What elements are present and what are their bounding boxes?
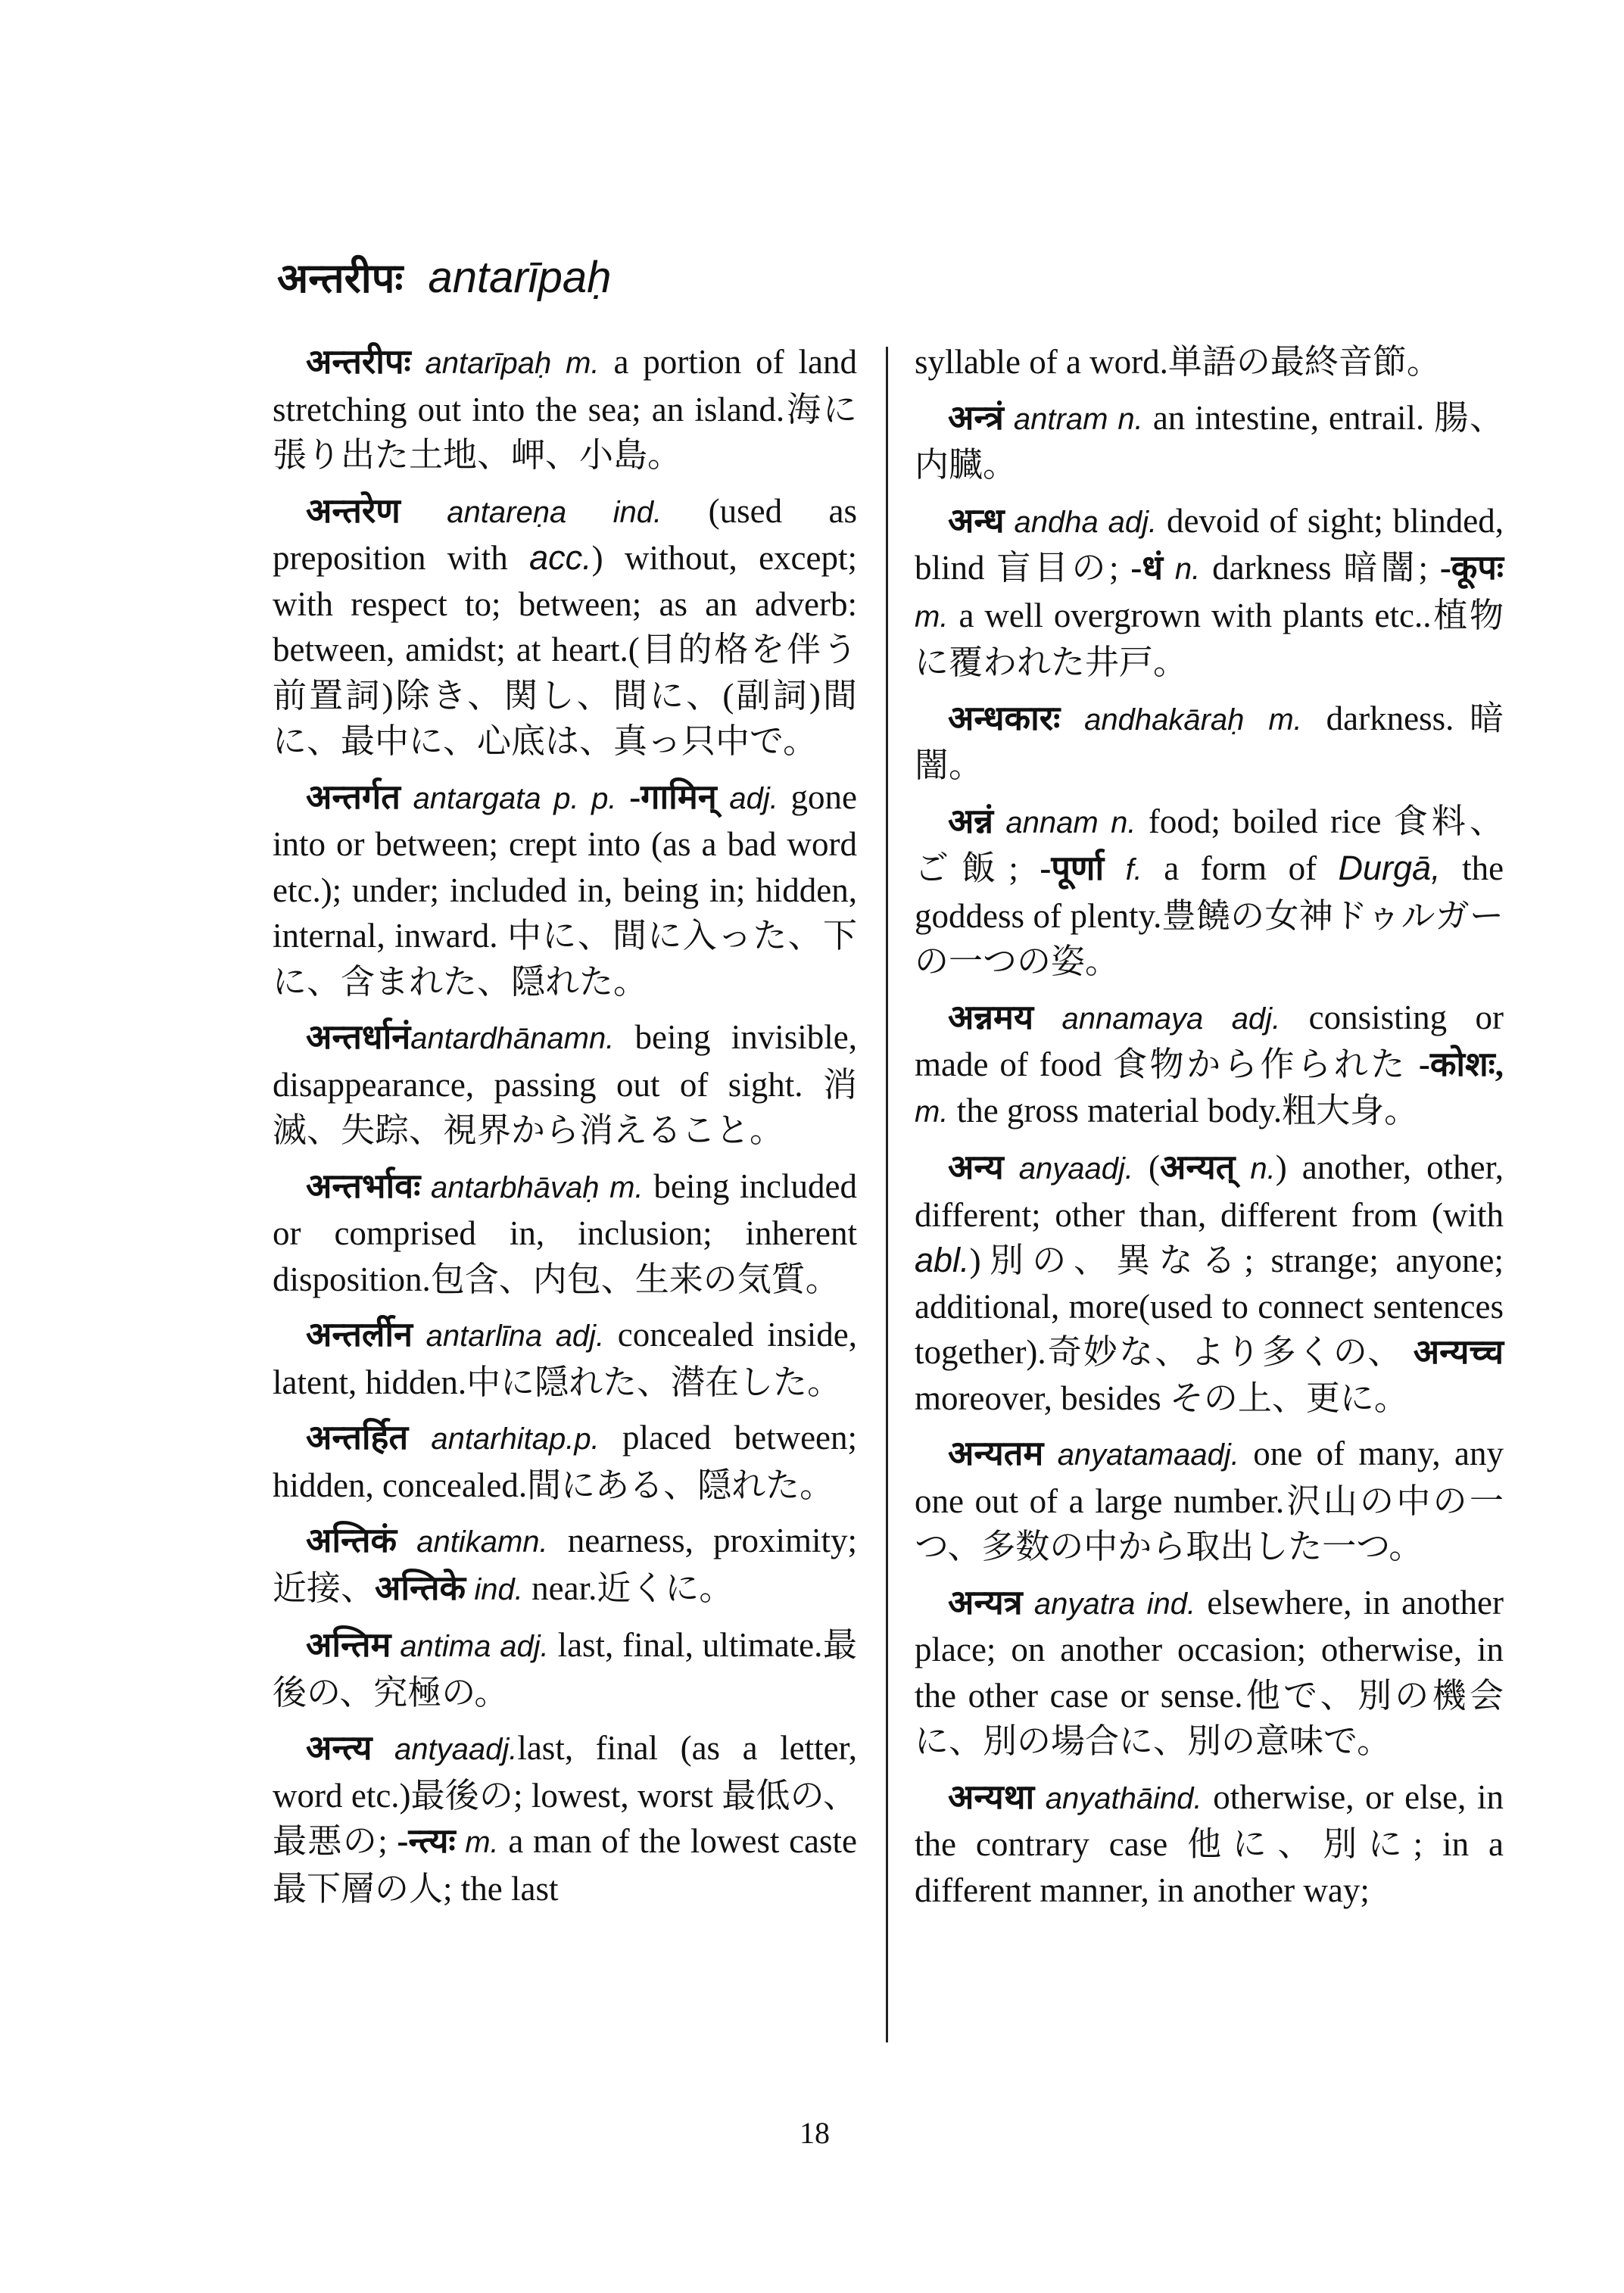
dictionary-entry <box>273 1622 857 1715</box>
entry-definition: elsewhere, in another place; on another occasion; otherwise, in the other case or sense.他で、別の機会に、別の場合に、別の意味で。 <box>915 1583 1504 1760</box>
entry-transliteration: antargata <box>413 781 541 815</box>
entry-definition: being included or comprised in, inclusion; inherent disposition.包含、内包、生来の気質。 <box>273 1167 858 1298</box>
entry-transliteration: antya <box>394 1733 469 1766</box>
entry-grammar: p.p. <box>549 1422 600 1456</box>
entry-headword: अन्तर्भावः <box>306 1167 421 1205</box>
entry-headword: अन्तर्गत <box>306 777 401 816</box>
entry-grammar: adj. <box>555 1319 605 1353</box>
entry-definition: )別の、異なる; strange; anyone; additional, more(used to connect sentences together).奇妙な、より多くの、 <box>915 1242 1504 1371</box>
entry-grammar: adj. <box>500 1630 549 1663</box>
entry-definition: near.近くに。 <box>531 1569 734 1607</box>
entry-headword: अन्यतम <box>948 1435 1044 1472</box>
entry-grammar: adj. <box>729 781 778 815</box>
entry-subform: -कूपः <box>1439 549 1504 587</box>
entry-definition: consisting or made of food 食物から作られた <box>915 998 1504 1083</box>
entry-subform: अन्यत् <box>1160 1148 1236 1186</box>
entry-grammar: n. <box>1250 1152 1276 1185</box>
entry-transliteration: antarbhāvaḥ <box>431 1170 600 1204</box>
entry-headword: अन्यथा <box>948 1777 1035 1816</box>
entry-subform: -न्त्यः <box>397 1822 456 1860</box>
entry-transliteration: andhakāraḥ <box>1084 703 1245 737</box>
entry-definition: devoid of sight; blinded, blind 盲目の; <box>915 501 1504 587</box>
entry-definition: last, final, ultimate.最後の、究極の。 <box>273 1626 857 1712</box>
entry-grammar: ind. <box>1146 1587 1196 1621</box>
entry-definition: ) another, other, different; other than, different from (with <box>915 1148 1504 1234</box>
entry-definition: placed between; hidden, concealed.間にある、隠れた。 <box>273 1419 858 1504</box>
entry-grammar: adj. <box>1190 1438 1239 1472</box>
entry-transliteration: antarlīna <box>425 1319 543 1353</box>
entry-headword: अन्त्य <box>306 1729 372 1767</box>
entry-definition: a man of the lowest caste 最下層の人; the last <box>273 1822 857 1908</box>
entry-definition: a form of <box>1164 849 1317 887</box>
dictionary-entry <box>273 1164 857 1303</box>
entry-subform: अन्तिके <box>375 1569 466 1607</box>
entry-grammar: m. <box>465 1826 499 1859</box>
left-column <box>273 339 857 1921</box>
dictionary-entry <box>915 395 1504 488</box>
entry-headword: अन्तिम <box>306 1626 391 1664</box>
entry-grammar: n. <box>588 1022 615 1055</box>
right-column <box>915 339 1504 1923</box>
dictionary-entry <box>273 1518 857 1612</box>
entry-headword: अन्नमय <box>948 998 1034 1036</box>
entry-grammar: ind. <box>613 495 662 529</box>
dictionary-entry <box>915 995 1504 1136</box>
entry-definition: syllable of a word.単語の最終音節。 <box>915 343 1441 381</box>
entry-subform: -गामिन् <box>629 777 717 816</box>
entry-subform: -पूर्णा <box>1040 849 1105 887</box>
entry-definition: the goddess of plenty.豊饒の女神ドゥルガーの一つの姿。 <box>915 849 1504 980</box>
entry-headword: अन्ध <box>948 501 1005 540</box>
dictionary-entry <box>915 1431 1504 1570</box>
entry-abbreviation: abl. <box>915 1241 970 1279</box>
entry-definition: concealed inside, latent, hidden.中に隠れた、潜在した。 <box>273 1316 858 1401</box>
dictionary-entry <box>915 1774 1504 1914</box>
entry-grammar: adj. <box>1108 505 1158 539</box>
entry-headword: अन्तर्हित <box>306 1419 409 1456</box>
entry-transliteration: antarhita <box>431 1422 549 1456</box>
dictionary-entry <box>273 774 857 1005</box>
entry-definition: ) without, except; with respect to; between; as an adverb: between, amidst; at heart.(目的格を伴う前置詞)除き、関し、間に、(副詞)間に、最中に、心底は、真っ只中で。 <box>273 539 857 760</box>
entry-definition: a well overgrown with plants etc..植物に覆われた井戸。 <box>915 596 1504 681</box>
dictionary-entry-continuation <box>915 339 1504 385</box>
entry-grammar: adj. <box>1084 1152 1134 1185</box>
entry-grammar: n. <box>522 1525 548 1559</box>
entry-subform: -धं <box>1130 549 1164 587</box>
dictionary-entry <box>273 1014 857 1154</box>
entry-definition: darkness.暗闇。 <box>915 699 1504 784</box>
dictionary-entry <box>273 488 857 765</box>
entry-transliteration: antram <box>1013 402 1108 436</box>
entry-headword: अन्तर्लीन <box>306 1316 413 1354</box>
entry-headword: अन्नं <box>948 802 994 840</box>
entry-transliteration: anya <box>1018 1152 1085 1185</box>
entry-transliteration: anyatra <box>1033 1587 1136 1621</box>
entry-definition: gone into or between; crept into (as a bad word etc.); under; included in, being in; hidden, internal, inward. 中に、間に入った、下に、含まれた、隠れた。 <box>273 777 858 1001</box>
dictionary-entry <box>273 1312 857 1405</box>
entry-grammar: m. <box>566 347 600 380</box>
entry-grammar: n. <box>1111 805 1136 840</box>
entry-definition: nearness, proximity;近接、 <box>273 1522 857 1607</box>
column-divider <box>886 347 888 2042</box>
entry-grammar: p. p. <box>553 781 617 815</box>
entry-transliteration: andha <box>1014 505 1099 539</box>
dictionary-entry <box>915 498 1504 686</box>
entry-definition: otherwise, or else, in the contrary case 他に、別に; in a different manner, in another way; <box>915 1777 1504 1909</box>
entry-definition: moreover, besides その上、更に。 <box>915 1379 1408 1417</box>
entry-headword: अन्तरेण <box>306 491 401 530</box>
entry-subform: -कोशः, <box>1418 1045 1504 1083</box>
dictionary-entry <box>915 696 1504 789</box>
entry-definition: an intestine, entrail. 腸、内臓。 <box>915 398 1504 484</box>
page-header <box>277 248 611 304</box>
entry-proper-name: Durgā, <box>1338 849 1441 887</box>
entry-definition: food; boiled rice 食料、ご飯; <box>915 802 1504 887</box>
entry-definition: ( <box>1149 1148 1161 1186</box>
entry-definition: being invisible, disappearance, passing out of sight. 消滅、失踪、視界から消えること。 <box>273 1018 857 1149</box>
entry-definition: last, final (as a letter, word etc.)最後の; lowest, worst 最低の、最悪の; <box>273 1729 857 1860</box>
entry-headword: अन्य <box>948 1148 1004 1186</box>
entry-headword: अन्धकारः <box>948 699 1061 737</box>
entry-transliteration: antareṇa <box>447 495 567 529</box>
entry-headword: अन्त्रं <box>948 398 1004 437</box>
entry-grammar: m. <box>915 1095 949 1129</box>
entry-headword: अन्तरीपः <box>306 343 411 381</box>
entry-transliteration: antikam <box>416 1525 523 1559</box>
dictionary-entry <box>915 799 1504 985</box>
entry-transliteration: anyathā <box>1045 1781 1154 1815</box>
header-headword: अन्तरीपः <box>277 254 404 302</box>
entry-headword: अन्यत्र <box>948 1583 1023 1622</box>
entry-definition: the gross material body.粗大身。 <box>956 1091 1419 1129</box>
entry-grammar: m. <box>1268 703 1302 737</box>
entry-grammar: ind. <box>1153 1781 1202 1815</box>
entry-grammar: n. <box>1117 402 1143 436</box>
entry-grammar: f. <box>1125 853 1142 886</box>
dictionary-entry <box>915 1145 1504 1421</box>
entry-abbreviation: acc. <box>529 538 592 577</box>
dictionary-entry <box>273 339 857 478</box>
dictionary-entry <box>273 1415 857 1508</box>
entry-subform: अन्यच्च <box>1413 1333 1504 1371</box>
entry-transliteration: antarīpaḥ <box>425 347 552 380</box>
entry-definition: a portion of land stretching out into the sea; an island.海に張り出た土地、岬、小島。 <box>273 343 858 474</box>
entry-definition: one of many, any one out of a large number.沢山の中の一つ、多数の中から取出した一つ。 <box>915 1435 1504 1566</box>
entry-transliteration: annam <box>1005 805 1099 840</box>
entry-headword: अन्तर्धानं <box>306 1018 411 1056</box>
dictionary-entry <box>273 1725 857 1911</box>
entry-transliteration: annamaya <box>1061 1002 1204 1036</box>
page-number: 18 <box>800 2116 830 2150</box>
entry-headword: अन्तिकं <box>306 1522 397 1559</box>
entry-grammar: m. <box>609 1170 644 1204</box>
entry-grammar: ind. <box>474 1572 523 1606</box>
entry-transliteration: anyatama <box>1057 1438 1191 1472</box>
entry-grammar: adj. <box>1231 1002 1281 1036</box>
entry-grammar: adj. <box>468 1733 518 1766</box>
entry-grammar: n. <box>1174 553 1201 586</box>
header-transliteration: antarīpaḥ <box>428 253 612 302</box>
dictionary-entry <box>915 1580 1504 1765</box>
entry-definition: (used as preposition with <box>273 491 858 577</box>
entry-transliteration: antardhānam <box>410 1022 589 1055</box>
entry-definition: darkness 暗闇; <box>1212 549 1428 587</box>
entry-grammar: m. <box>915 600 949 634</box>
entry-transliteration: antima <box>400 1630 491 1663</box>
